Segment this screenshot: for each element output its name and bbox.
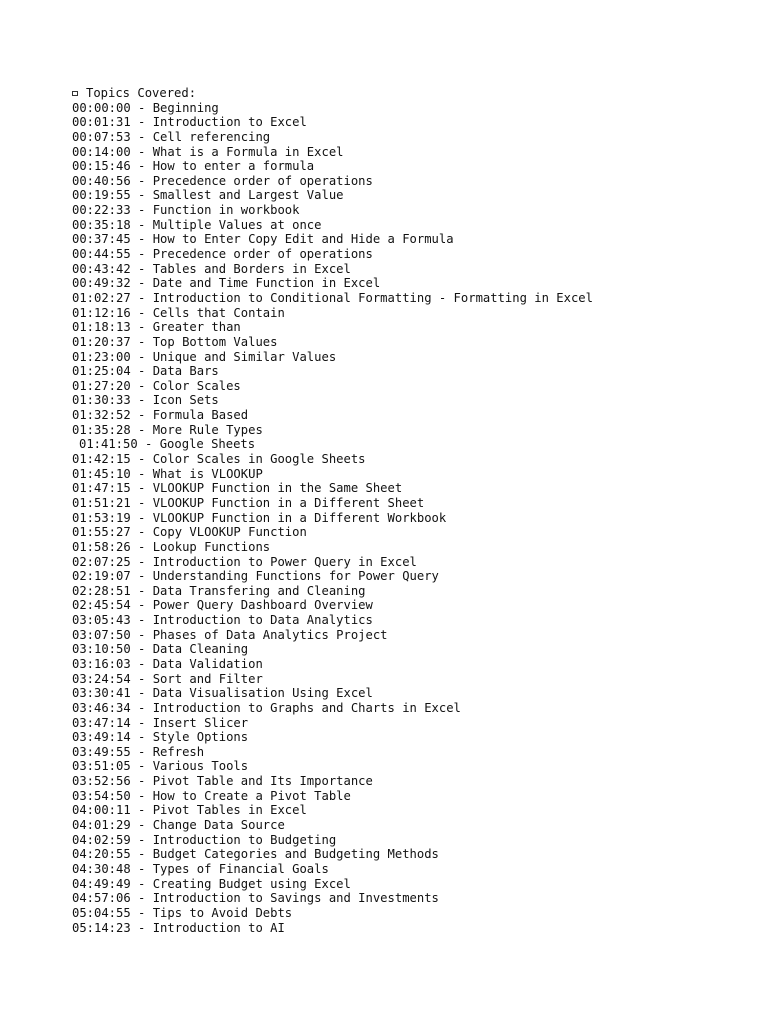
timestamp-title: Pivot Tables in Excel [152,803,307,818]
timestamp-entry [72,847,752,862]
timestamp-time: 00:14:00 [72,144,131,159]
timestamp-title: Top Bottom Values [152,334,278,349]
topics-document [72,86,752,935]
timestamp-separator: - [130,203,153,218]
timestamp-time: 01:12:16 [72,305,131,320]
timestamp-title: Cells that Contain [152,305,285,320]
timestamp-title: Sort and Filter [152,671,263,686]
timestamp-entry [72,247,752,262]
timestamp-separator: - [130,803,153,818]
timestamp-entry [72,511,752,526]
timestamp-time: 02:19:07 [72,569,131,584]
timestamp-entry [72,555,752,570]
timestamp-time: 00:35:18 [72,217,131,232]
timestamp-time: 03:05:43 [72,613,131,628]
timestamp-title: Power Query Dashboard Overview [152,598,373,613]
timestamp-separator: - [130,466,153,481]
timestamp-entry [72,218,752,233]
timestamp-separator: - [130,774,153,789]
timestamp-time: 01:45:10 [72,466,131,481]
timestamp-separator: - [130,642,153,657]
timestamp-time: 03:49:55 [72,744,131,759]
timestamp-separator: - [130,408,153,423]
timestamp-entry [72,628,752,643]
timestamp-entry [72,452,752,467]
timestamp-separator: - [130,876,153,891]
timestamp-title: More Rule Types [152,422,263,437]
timestamp-title: Data Visualisation Using Excel [152,686,373,701]
timestamp-time: 00:43:42 [72,261,131,276]
timestamp-entry [72,657,752,672]
timestamp-time: 00:40:56 [72,173,131,188]
timestamp-time: 03:47:14 [72,715,131,730]
timestamp-time: 04:49:49 [72,876,131,891]
timestamp-entry [72,862,752,877]
timestamp-separator: - [130,510,153,525]
timestamp-entry [72,774,752,789]
timestamp-time: 00:49:32 [72,276,131,291]
timestamp-title: Color Scales in Google Sheets [152,452,366,467]
timestamp-separator: - [130,730,153,745]
timestamp-separator: - [130,686,153,701]
timestamp-title: Change Data Source [152,818,285,833]
timestamp-separator: - [130,525,153,540]
timestamp-title: Greater than [152,320,241,335]
timestamp-entry [72,891,752,906]
timestamp-separator: - [130,393,153,408]
timestamp-separator: - [130,905,153,920]
timestamp-entry [72,379,752,394]
timestamp-time: 03:49:14 [72,730,131,745]
timestamp-entry [72,906,752,921]
timestamp-time: 05:14:23 [72,920,131,935]
timestamp-title: Icon Sets [152,393,219,408]
timestamp-separator: - [130,627,153,642]
timestamp-entry [72,335,752,350]
timestamp-time: 00:22:33 [72,203,131,218]
timestamp-title: Introduction to Data Analytics [152,613,373,628]
timestamp-separator: - [130,232,153,247]
timestamp-title: Google Sheets [159,437,256,452]
timestamp-title: Insert Slicer [152,715,249,730]
timestamp-separator: - [130,495,153,510]
timestamp-time: 00:07:53 [72,129,131,144]
timestamp-entry [72,833,752,848]
timestamp-time: 01:35:28 [72,422,131,437]
timestamp-entry [72,393,752,408]
timestamp-time: 01:53:19 [72,510,131,525]
timestamp-time: 01:20:37 [72,334,131,349]
timestamp-title: Color Scales [152,378,241,393]
timestamp-entry [72,115,752,130]
timestamp-entry [72,686,752,701]
timestamp-separator: - [130,788,153,803]
timestamp-separator: - [137,437,160,452]
timestamp-entry [72,291,752,306]
timestamp-time: 01:18:13 [72,320,131,335]
timestamp-title: Introduction to Graphs and Charts in Excel [152,700,461,715]
timestamp-entry [72,101,752,116]
timestamp-title: Smallest and Largest Value [152,188,344,203]
timestamp-separator: - [130,539,153,554]
timestamp-separator: - [130,261,153,276]
timestamp-time: 01:58:26 [72,539,131,554]
timestamp-separator: - [130,920,153,935]
timestamp-title: Budget Categories and Budgeting Methods [152,847,439,862]
timestamp-entry [72,159,752,174]
timestamp-title: VLOOKUP Function in a Different Workbook [152,510,447,525]
timestamp-title: Refresh [152,744,205,759]
timestamp-time: 01:30:33 [72,393,131,408]
timestamp-time: 04:00:11 [72,803,131,818]
timestamp-entry [72,174,752,189]
timestamp-title: Precedence order of operations [152,247,373,262]
timestamp-time: 00:01:31 [72,115,131,130]
timestamp-time: 04:02:59 [72,832,131,847]
timestamp-time: 01:27:20 [72,378,131,393]
timestamp-entry [72,921,752,936]
timestamp-title: Date and Time Function in Excel [152,276,381,291]
timestamp-separator: - [130,613,153,628]
timestamp-separator: - [130,891,153,906]
timestamp-entry [72,803,752,818]
timestamp-title: What is VLOOKUP [152,466,263,481]
timestamp-title: VLOOKUP Function in a Different Sheet [152,495,425,510]
timestamp-time: 03:24:54 [72,671,131,686]
timestamp-title: Introduction to Conditional Formatting - Formatting in Excel [152,290,593,305]
timestamp-title: VLOOKUP Function in the Same Sheet [152,481,403,496]
timestamp-entry [72,745,752,760]
timestamp-time: 03:10:50 [72,642,131,657]
timestamp-title: How to Create a Pivot Table [152,788,351,803]
timestamp-title: Tables and Borders in Excel [152,261,351,276]
topics-heading [72,86,752,101]
timestamp-title: How to enter a formula [152,159,315,174]
timestamp-time: 04:57:06 [72,891,131,906]
timestamp-time: 02:45:54 [72,598,131,613]
timestamp-time: 00:15:46 [72,159,131,174]
timestamp-entry [72,364,752,379]
timestamp-title: What is a Formula in Excel [152,144,344,159]
timestamp-title: Data Validation [152,656,263,671]
timestamp-entry [72,716,752,731]
timestamp-separator: - [130,144,153,159]
timestamp-entry [72,437,752,452]
timestamp-title: Data Bars [152,364,219,379]
timestamp-title: Precedence order of operations [152,173,373,188]
timestamp-entry [72,350,752,365]
timestamp-separator: - [130,129,153,144]
timestamp-entry [72,203,752,218]
timestamp-title: Formula Based [152,408,249,423]
timestamp-separator: - [130,759,153,774]
topics-heading-text: Topics Covered: [86,86,197,100]
timestamp-title: Lookup Functions [152,539,271,554]
timestamp-separator: - [130,422,153,437]
timestamp-entry [72,408,752,423]
timestamp-separator: - [130,583,153,598]
timestamp-separator: - [130,452,153,467]
timestamp-entry [72,818,752,833]
timestamp-title: Beginning [152,100,219,115]
timestamp-title: Pivot Table and Its Importance [152,774,373,789]
timestamp-separator: - [130,173,153,188]
timestamp-time: 00:44:55 [72,247,131,262]
timestamp-time: 00:00:00 [72,100,131,115]
timestamp-title: Introduction to Excel [152,115,307,130]
timestamp-entry [72,701,752,716]
timestamp-separator: - [130,159,153,174]
timestamp-entry [72,467,752,482]
timestamp-separator: - [130,744,153,759]
timestamp-entry [72,540,752,555]
timestamp-entry [72,481,752,496]
timestamp-title: Cell referencing [152,129,271,144]
timestamp-entry [72,496,752,511]
timestamp-entry [72,232,752,247]
timestamp-separator: - [130,554,153,569]
timestamp-title: Introduction to Budgeting [152,832,337,847]
timestamp-time: 00:37:45 [72,232,131,247]
timestamp-time: 00:19:55 [72,188,131,203]
timestamp-time: 01:32:52 [72,408,131,423]
timestamp-separator: - [130,115,153,130]
timestamp-list [72,101,752,936]
timestamp-separator: - [130,217,153,232]
timestamp-entry [72,759,752,774]
timestamp-separator: - [130,100,153,115]
timestamp-title: Multiple Values at once [152,217,322,232]
timestamp-entry [72,188,752,203]
timestamp-separator: - [130,320,153,335]
timestamp-time: 03:51:05 [72,759,131,774]
timestamp-entry [72,262,752,277]
timestamp-entry [72,320,752,335]
timestamp-separator: - [130,715,153,730]
timestamp-entry [72,145,752,160]
timestamp-time: 03:52:56 [72,774,131,789]
timestamp-time: 03:07:50 [72,627,131,642]
timestamp-separator: - [130,290,153,305]
timestamp-entry [72,423,752,438]
timestamp-title: Tips to Avoid Debts [152,905,293,920]
timestamp-title: Style Options [152,730,249,745]
timestamp-separator: - [130,481,153,496]
timestamp-time: 02:07:25 [72,554,131,569]
timestamp-separator: - [130,364,153,379]
timestamp-title: Data Transfering and Cleaning [152,583,366,598]
timestamp-separator: - [130,334,153,349]
timestamp-separator: - [130,569,153,584]
timestamp-time: 03:54:50 [72,788,131,803]
timestamp-separator: - [130,378,153,393]
timestamp-title: Introduction to Savings and Investments [152,891,439,906]
timestamp-time: 05:04:55 [72,905,131,920]
timestamp-title: Creating Budget using Excel [152,876,351,891]
timestamp-title: Unique and Similar Values [152,349,337,364]
timestamp-time: 03:46:34 [72,700,131,715]
timestamp-entry [72,598,752,613]
timestamp-title: Introduction to AI [152,920,285,935]
timestamp-separator: - [130,349,153,364]
timestamp-entry [72,584,752,599]
timestamp-time: 01:47:15 [72,481,131,496]
timestamp-entry [72,525,752,540]
timestamp-time: 03:16:03 [72,656,131,671]
timestamp-separator: - [130,671,153,686]
timestamp-title: Types of Financial Goals [152,861,329,876]
timestamp-separator: - [130,818,153,833]
timestamp-separator: - [130,305,153,320]
timestamp-time: 01:42:15 [72,452,131,467]
timestamp-entry [72,613,752,628]
timestamp-entry [72,130,752,145]
timestamp-separator: - [130,247,153,262]
timestamp-entry [72,877,752,892]
timestamp-title: Introduction to Power Query in Excel [152,554,417,569]
timestamp-entry [72,569,752,584]
timestamp-title: Function in workbook [152,203,300,218]
timestamp-time: 03:30:41 [72,686,131,701]
timestamp-separator: - [130,656,153,671]
timestamp-time: 02:28:51 [72,583,131,598]
square-bullet-icon [72,91,78,96]
timestamp-separator: - [130,700,153,715]
timestamp-separator: - [130,276,153,291]
timestamp-title: Phases of Data Analytics Project [152,627,388,642]
timestamp-time: 01:51:21 [72,495,131,510]
timestamp-separator: - [130,861,153,876]
timestamp-title: How to Enter Copy Edit and Hide a Formula [152,232,454,247]
timestamp-separator: - [130,188,153,203]
timestamp-time: 01:25:04 [72,364,131,379]
timestamp-title: Understanding Functions for Power Query [152,569,439,584]
timestamp-title: Data Cleaning [152,642,249,657]
timestamp-separator: - [130,847,153,862]
timestamp-separator: - [130,598,153,613]
timestamp-time: 01:55:27 [72,525,131,540]
timestamp-entry [72,730,752,745]
timestamp-time: 04:01:29 [72,818,131,833]
timestamp-time: 01:41:50 [79,437,138,452]
timestamp-title: Copy VLOOKUP Function [152,525,307,540]
timestamp-title: Various Tools [152,759,249,774]
timestamp-entry [72,642,752,657]
timestamp-entry [72,306,752,321]
timestamp-time: 01:23:00 [72,349,131,364]
timestamp-time: 04:30:48 [72,861,131,876]
timestamp-entry [72,672,752,687]
timestamp-time: 01:02:27 [72,290,131,305]
timestamp-separator: - [130,832,153,847]
timestamp-time: 04:20:55 [72,847,131,862]
timestamp-entry [72,276,752,291]
timestamp-entry [72,789,752,804]
